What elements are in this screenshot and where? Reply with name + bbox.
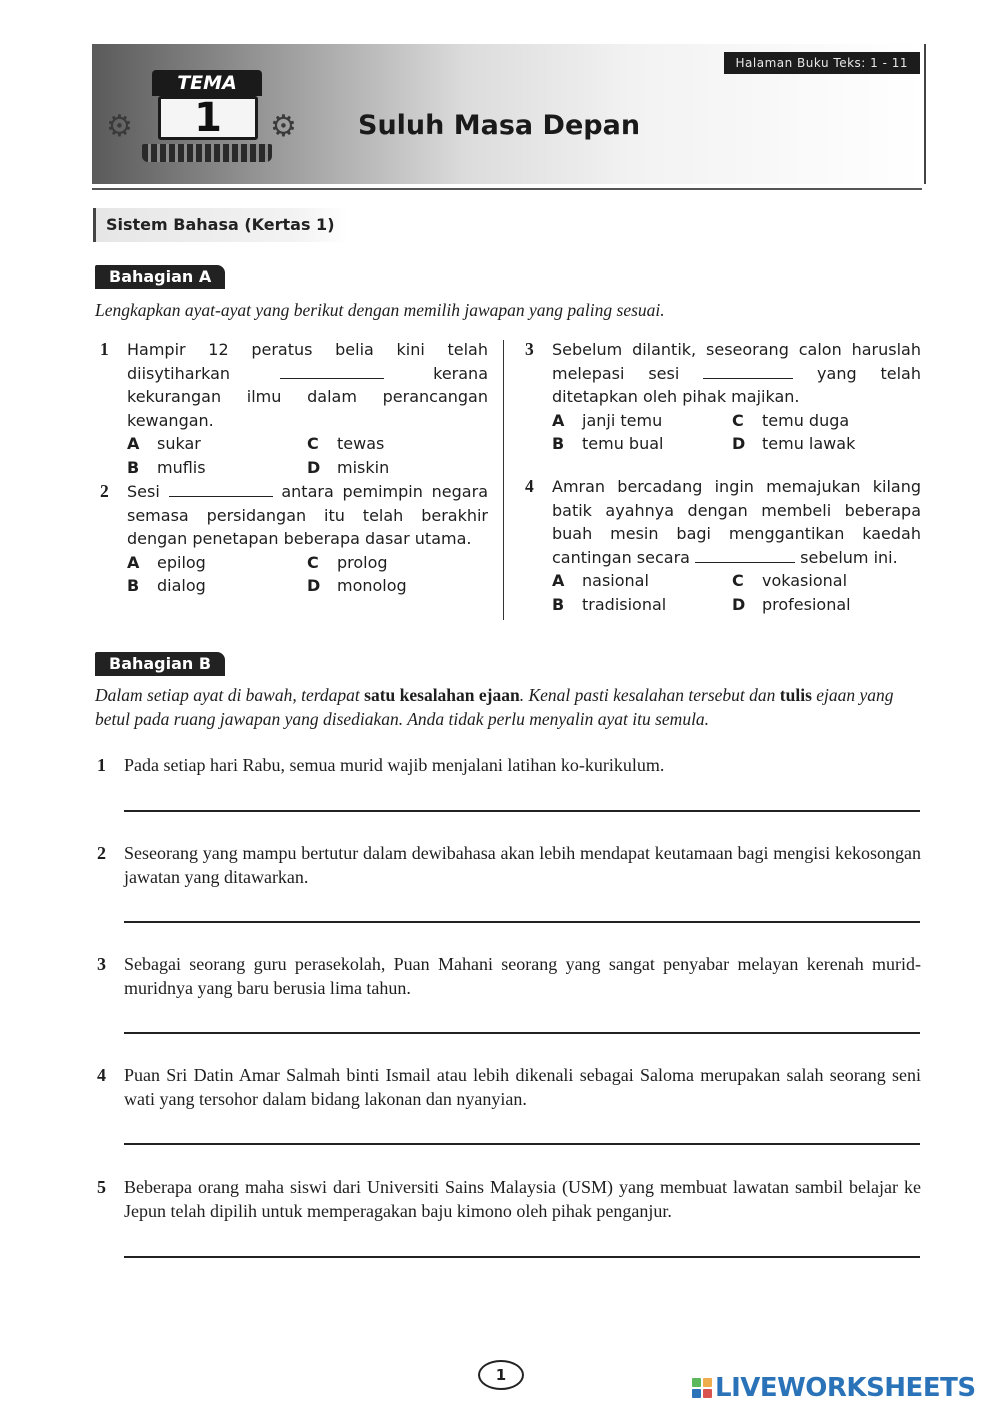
mcq-question-3 <box>525 338 921 456</box>
option-d[interactable]: D monolog <box>307 576 407 595</box>
answer-line[interactable] <box>124 1032 920 1034</box>
option-a[interactable]: A janji temu <box>552 410 663 430</box>
spelling-question-4 <box>97 1064 921 1111</box>
part-a-tag: Bahagian A <box>95 265 225 289</box>
part-a-instruction: Lengkapkan ayat-ayat yang berikut dengan memilih jawapan yang paling sesuai. <box>95 300 665 320</box>
spelling-question-5 <box>97 1176 921 1223</box>
answer-options <box>127 432 488 479</box>
question-text: Seseorang yang mampu bertutur dalam dewibahasa akan lebih mendapat keutamaan bagi mengisi kekosongan jawatan yang ditawarkan. <box>124 843 921 887</box>
option-c[interactable]: C tewas <box>307 434 385 453</box>
option-c[interactable]: C prolog <box>307 552 388 572</box>
option-a[interactable]: A sukar <box>127 434 201 453</box>
option-b[interactable]: B temu bual <box>552 434 664 453</box>
question-number: 2 <box>97 843 106 863</box>
question-text: Puan Sri Datin Amar Salmah binti Ismail atau lebih dikenali sebagai Saloma merupakan salah seorang seni wati yang tersohor dalam bidang lakonan dan nyanyian. <box>124 1065 921 1109</box>
question-stem: Amran bercadang ingin memajukan kilang batik ayahnya dengan membeli beberapa buah mesin bagi menggantikan kaedah cantingan secara sebelum ini. <box>552 477 921 567</box>
answer-blank[interactable] <box>280 365 384 379</box>
gear-icon: ⚙ <box>106 110 133 143</box>
question-number: 4 <box>525 476 534 496</box>
answer-line[interactable] <box>124 1256 920 1258</box>
mcq-question-1 <box>100 338 488 479</box>
question-number: 1 <box>97 755 106 775</box>
answer-options <box>127 551 488 598</box>
question-text: Sebagai seorang guru perasekolah, Puan Mahani seorang yang sangat penyabar melayan kerenah murid-muridnya yang baru berusia lima tahun. <box>124 954 921 998</box>
answer-line[interactable] <box>124 810 920 812</box>
laptop-keyboard-icon <box>142 144 272 162</box>
header-divider <box>92 188 922 190</box>
answer-options <box>552 569 921 616</box>
question-number: 4 <box>97 1065 106 1085</box>
option-c[interactable]: C vokasional <box>732 571 848 590</box>
liveworksheets-brand: LIVEWORKSHEETS <box>715 1373 976 1403</box>
theme-title: Suluh Masa Depan <box>358 110 641 141</box>
option-a[interactable]: A nasional <box>552 571 649 590</box>
page-number: 1 <box>478 1360 524 1390</box>
question-text: Pada setiap hari Rabu, semua murid wajib menjalani latihan ko-kurikulum. <box>124 755 665 775</box>
mcq-question-2 <box>100 480 488 598</box>
answer-options <box>552 409 921 456</box>
answer-blank[interactable] <box>169 483 273 497</box>
question-number: 3 <box>525 339 534 359</box>
part-b-instruction: Dalam setiap ayat di bawah, terdapat satu kesalahan ejaan. Kenal pasti kesalahan tersebut dan tulis ejaan yang betul pada ruang jawapan yang disediakan. Anda tidak perlu menyalin ayat itu semula. <box>95 685 894 729</box>
theme-label: TEMA <box>152 70 262 96</box>
chapter-header <box>92 44 926 192</box>
answer-blank[interactable] <box>695 549 795 563</box>
question-number: 2 <box>100 481 109 501</box>
question-number: 5 <box>97 1177 106 1197</box>
answer-blank[interactable] <box>703 365 793 379</box>
liveworksheets-logo-icon <box>692 1378 712 1398</box>
question-number: 3 <box>97 954 106 974</box>
option-d[interactable]: D miskin <box>307 457 390 477</box>
part-b-tag: Bahagian B <box>95 652 225 676</box>
question-stem: Hampir 12 peratus belia kini telah diisytiharkan kerana kekurangan ilmu dalam perancangan kewangan. <box>127 340 488 430</box>
section-label: Sistem Bahasa (Kertas 1) <box>93 208 349 242</box>
spelling-question-1 <box>97 754 921 778</box>
option-b[interactable]: B dialog <box>127 576 206 595</box>
spelling-question-2 <box>97 842 921 889</box>
answer-line[interactable] <box>124 1143 920 1145</box>
option-c[interactable]: C temu duga <box>732 410 850 430</box>
option-d[interactable]: D temu lawak <box>732 434 856 453</box>
question-number: 1 <box>100 339 109 359</box>
column-divider <box>503 340 504 620</box>
liveworksheets-logo <box>692 1373 976 1403</box>
option-b[interactable]: B muflis <box>127 457 206 477</box>
option-d[interactable]: D profesional <box>732 594 851 614</box>
option-b[interactable]: B tradisional <box>552 594 667 614</box>
option-a[interactable]: A epilog <box>127 552 206 572</box>
mcq-question-4 <box>525 475 921 616</box>
gear-icon: ⚙ <box>270 110 297 143</box>
question-text: Beberapa orang maha siswi dari Universiti Sains Malaysia (USM) yang membuat lawatan sambil belajar ke Jepun telah dipilih untuk memperagakan baju kimono oleh pihak penganjur. <box>124 1177 921 1221</box>
textbook-page-reference: Halaman Buku Teks: 1 - 11 <box>724 52 920 74</box>
spelling-question-3 <box>97 953 921 1000</box>
answer-line[interactable] <box>124 921 920 923</box>
theme-number: 1 <box>158 96 258 140</box>
theme-badge <box>106 64 297 164</box>
question-stem: Sesi antara pemimpin negara semasa persidangan itu telah berakhir dengan penetapan beberapa dasar utama. <box>127 482 488 548</box>
question-stem: Sebelum dilantik, seseorang calon haruslah melepasi sesi yang telah ditetapkan oleh pihak majikan. <box>552 340 921 406</box>
